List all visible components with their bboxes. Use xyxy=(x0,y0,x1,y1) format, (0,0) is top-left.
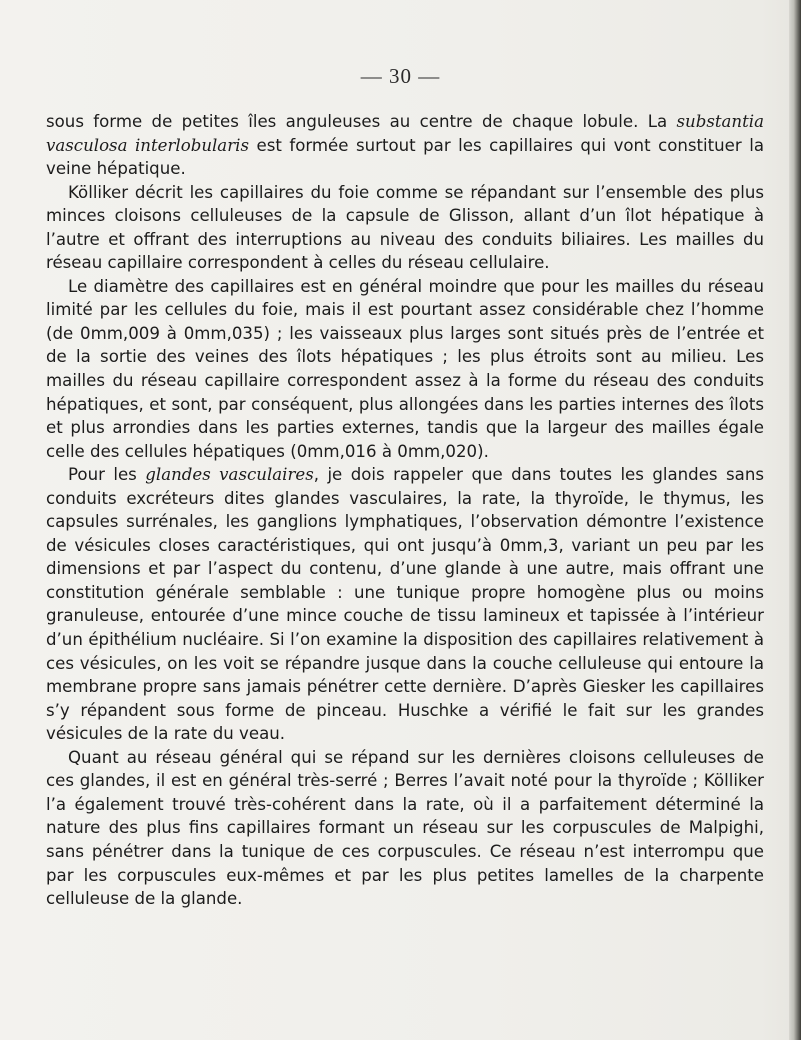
page-binding-edge xyxy=(789,0,801,1040)
paragraph-5: Quant au réseau général qui se répand sur les dernières cloisons celluleuses de ces glandes, il est en général très-serré ; Berres l’avait noté pour la thyroïde ; Kölliker l’a également trouvé très-cohérent dans la rate, où il a parfaitement déterminé la nature des plus fins capillaires formant un réseau sur les corpuscules de Malpighi, sans pénétrer dans la tunique de ces corpuscules. Ce réseau n’est interrompu que par les corpuscules eux-mêmes et par les plus petites lamelles de la charpente celluleuse de la glande. xyxy=(46,747,764,909)
paragraph-4-text-b: , je dois rappeler que dans toutes les glandes sans conduits excréteurs dites glandes vasculaires, la rate, la thyroïde, le thymus, les capsules surrénales, les ganglions lymphatiques, l’observation démontre l’existence de vésicules closes caractéristiques, qui ont jusqu’à 0mm,3, variant un peu par les dimensions et par l’aspect du contenu, d’une glande à une autre, mais offrant une constitution générale semblable : une tunique propre homogène plus ou moins granuleuse, entourée d’une mince couche de tissu lamineux et tapissée à l’intérieur d’un épithélium nucléaire. Si l’on examine la disposition des capillaires relativement à ces vésicules, on les voit se répandre jusque dans la couche celluleuse qui entoure la membrane propre sans jamais pénétrer cette dernière. D’après Giesker les capillaires s’y répandent sous forme de pinceau. Huschke a vérifié le fait sur les grandes vésicules de la rate du veau. xyxy=(46,465,764,744)
paragraph-1 xyxy=(46,110,764,181)
paragraph-1-text-b: est formée surtout par les capillaires qui vont constituer la veine hépatique. xyxy=(46,135,764,179)
body-text xyxy=(46,110,764,911)
page-number-header: — 30 — xyxy=(360,64,441,88)
paragraph-2: Kölliker décrit les capillaires du foie comme se répandant sur l’ensemble des plus minces cloisons celluleuses de la capsule de Glisson, allant d’un îlot hépatique à l’autre et offrant des interruptions au niveau des conduits biliaires. Les mailles du réseau capillaire correspondent à celles du réseau cellulaire. xyxy=(46,182,764,273)
latin-term-substantia: substantia vasculosa interlobularis xyxy=(46,112,764,155)
paragraph-1-text-a: sous forme de petites îles anguleuses au centre de chaque lobule. La xyxy=(46,112,677,131)
paragraph-4-text-a: Pour les xyxy=(68,465,146,485)
paragraph-3: Le diamètre des capillaires est en général moindre que pour les mailles du réseau limité par les cellules du foie, mais il est pourtant assez considérable chez l’homme (de 0mm,009 à 0mm,035) ; les vaisseaux plus larges sont situés près de l’entrée et de la sortie des veines des îlots hépatiques ; les plus étroits sont au milieu. Les mailles du réseau capillaire correspondent assez à la forme du réseau des conduits hépatiques, et sont, par conséquent, plus allongées dans les parties internes des îlots et plus arrondies dans les parties externes, tandis que la largeur des mailles égale celle des cellules hépatiques (0mm,016 à 0mm,020). xyxy=(46,276,764,461)
paragraph-4 xyxy=(46,463,764,746)
italic-term-glandes-vasculaires: glandes vasculaires xyxy=(145,465,314,485)
